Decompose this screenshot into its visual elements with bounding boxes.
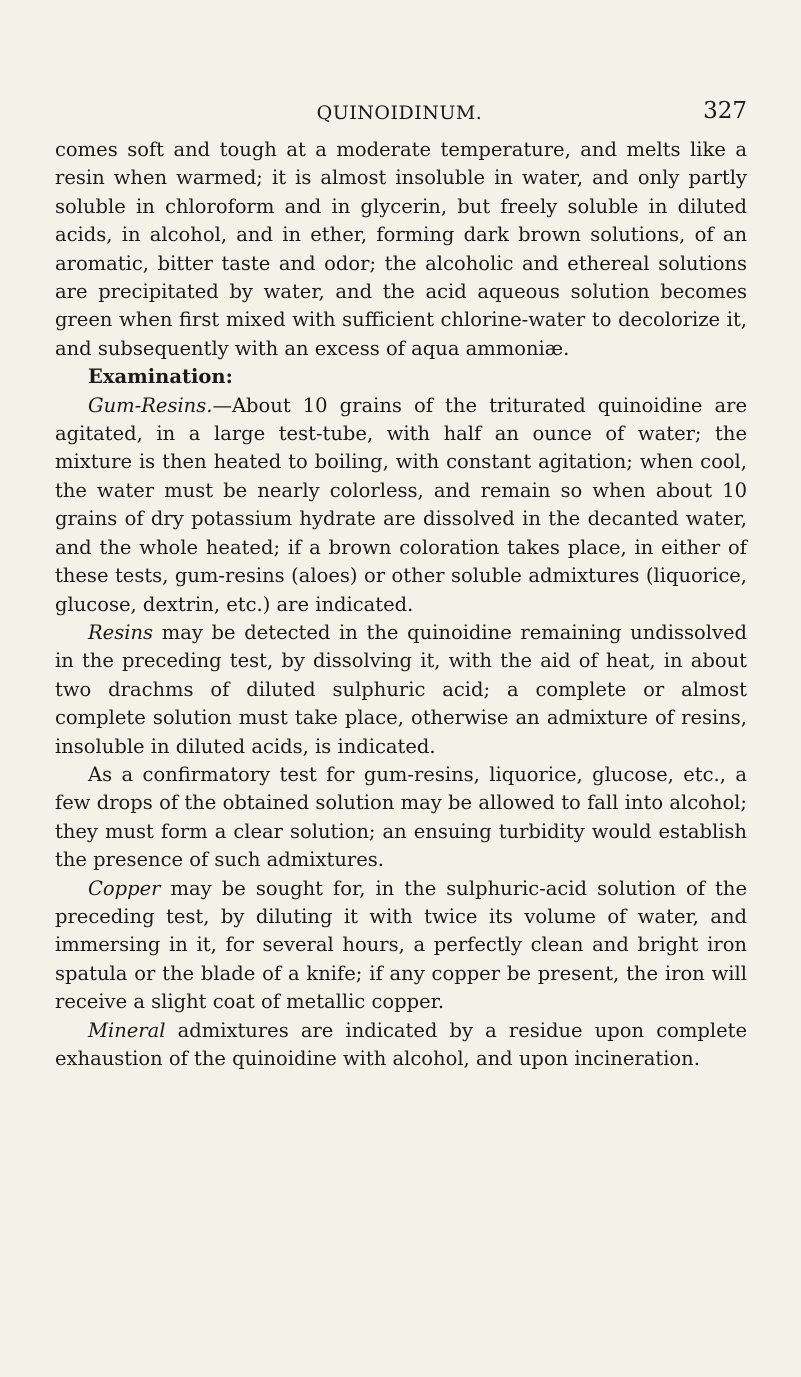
copper-text: may be sought for, in the sulphuric-acid solution of the preceding test, by diluting it with twice its volume of water, and immersing in it, for several hours, a perfectly clean and bright iron spatula or the blade of a knife; if any copper be present, the iron will receive a slight coat of metallic copper. [55,876,747,1014]
page-header [52,98,747,128]
gum-resins-term: Gum-Resins. [88,393,213,417]
running-title: QUINOIDINUM. [316,102,483,124]
examination-heading-text: Examination: [88,365,233,389]
mineral-term: Mineral [88,1018,166,1042]
gum-resins-text: —About 10 grains of the triturated quinoidine are agitated, in a large test-tube, with half an ounce of water; the mixture is then heated to boiling, with constant agitation; when cool, the water must be nearly colorless, and remain so when about 10 grains of dry potassium hydrate are dissolved in the decanted water, and the whole heated; if a brown coloration takes place, in either of these tests, gum-resins (aloes) or other soluble admixtures (liquorice, glucose, dextrin, etc.) are indicated. [55,393,747,616]
gum-resins-paragraph [55,392,747,619]
mineral-text: admixtures are indicated by a residue upon complete exhaustion of the quinoidine with alcohol, and upon incineration. [55,1018,747,1070]
body-text [55,136,747,1073]
copper-paragraph [55,875,747,1017]
intro-paragraph: comes soft and tough at a moderate temperature, and melts like a resin when warmed; it is almost insoluble in water, and only partly soluble in chloroform and in glycerin, but freely soluble in diluted acids, in alcohol, and in ether, forming dark brown solutions, of an aromatic, bitter taste and odor; the alcoholic and ethereal solutions are precipitated by water, and the acid aqueous solution becomes green when first mixed with sufficient chlorine-water to decolorize it, and subsequently with an excess of aqua ammoniæ. [55,138,747,360]
resins-text: may be detected in the quinoidine remaining undissolved in the preceding test, by dissolving it, with the aid of heat, in about two drachms of diluted sulphuric acid; a complete or almost complete solution must take place, otherwise an admixture of resins, insoluble in diluted acids, is indicated. [55,620,747,758]
mineral-paragraph [55,1017,747,1074]
copper-term: Copper [88,876,161,900]
resins-paragraph [55,619,747,761]
page-number: 327 [703,98,747,124]
examination-heading [55,363,747,391]
resins-term: Resins [88,620,154,644]
confirmatory-paragraph: As a confirmatory test for gum-resins, liquorice, glucose, etc., a few drops of the obtained solution may be allowed to fall into alcohol; they must form a clear solution; an ensuing turbidity would establish the presence of such admixtures. [55,762,747,872]
